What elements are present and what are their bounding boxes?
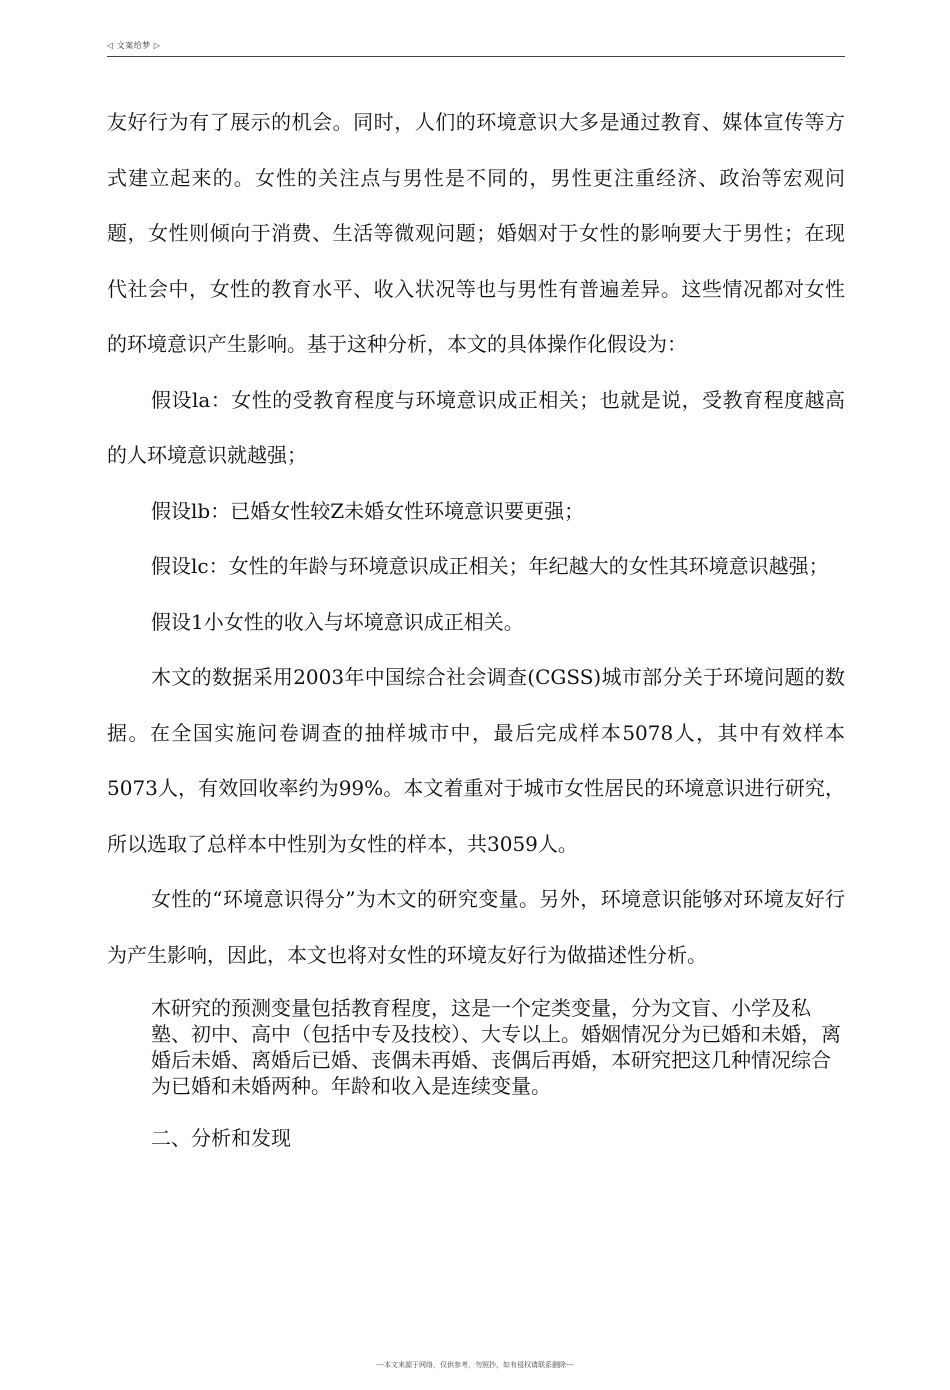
section-heading: 二、分析和发现 [151,1126,291,1150]
page-footer: ---本文来源于网络，仅供参考，勿照抄，如有侵权请联系删除--- [376,1361,574,1369]
predictor-variables-paragraph: 木研究的预测变量包括教育程度，这是一个定类变量，分为文盲、小学及私塾、初中、高中（包括中专及技校）、大专以上。婚姻情况分为已婚和未婚，离婚后未婚、离婚后已婚、丧偶未再婚、丧偶后再婚，本研究把这几种情况综合为已婚和未婚两种。年龄和收入是连续变量。 [151,996,841,1098]
document-body [107,95,845,1151]
hypothesis-1c: 假设lc：女性的年龄与环境意识成正相关；年纪越大的女性其环境意识越强； [151,554,829,578]
hypothesis-1d: 假设1小女性的收入与坏境意识成正相关。 [151,609,524,634]
hypothesis-1b: 假设lb：已婚女性较Z未婚女性环境意识要更强； [151,498,585,523]
hypothesis-1a: 假设la：女性的受教育程度与环境意识成正相关；也就是说，受教育程度越高的人环境意识就越强； [107,387,845,467]
paragraph: 友好行为有了展示的机会。同时，人们的环境意识大多是通过教育、媒体宣传等方式建立起来的。女性的关注点与男性是不同的，男性更注重经济、政治等宏观问题，女性则倾向于消费、生活等微观问题；婚姻对于女性的影响要大于男性；在现代社会中，女性的教育水平、收入状况等也与男性有普遍差异。这些情况都对女性的环境意识产生影响。基于这种分析，本文的具体操作化假设为： [107,110,845,356]
paragraph: 木文的数据采用2003年中国综合社会调查(CGSS)城市部分关于环境问题的数据。在全国实施问卷调查的抽样城市中，最后完成样本5078人，其中有效样本5073人，有效回收率约为99%。本文着重对于城市女性居民的环境意识进行研究，所以选取了总样本中性别为女性的样本，共3059人。 [107,665,845,856]
paragraph: 女性的“环境意识得分”为木文的研究变量。另外，环境意识能够对环境友好行为产生影响，因此，本文也将对女性的环境友好行为做描述性分析。 [107,887,845,967]
page-header [107,38,845,57]
header-text: ◁ 文案给梦 ▷ [107,41,161,50]
